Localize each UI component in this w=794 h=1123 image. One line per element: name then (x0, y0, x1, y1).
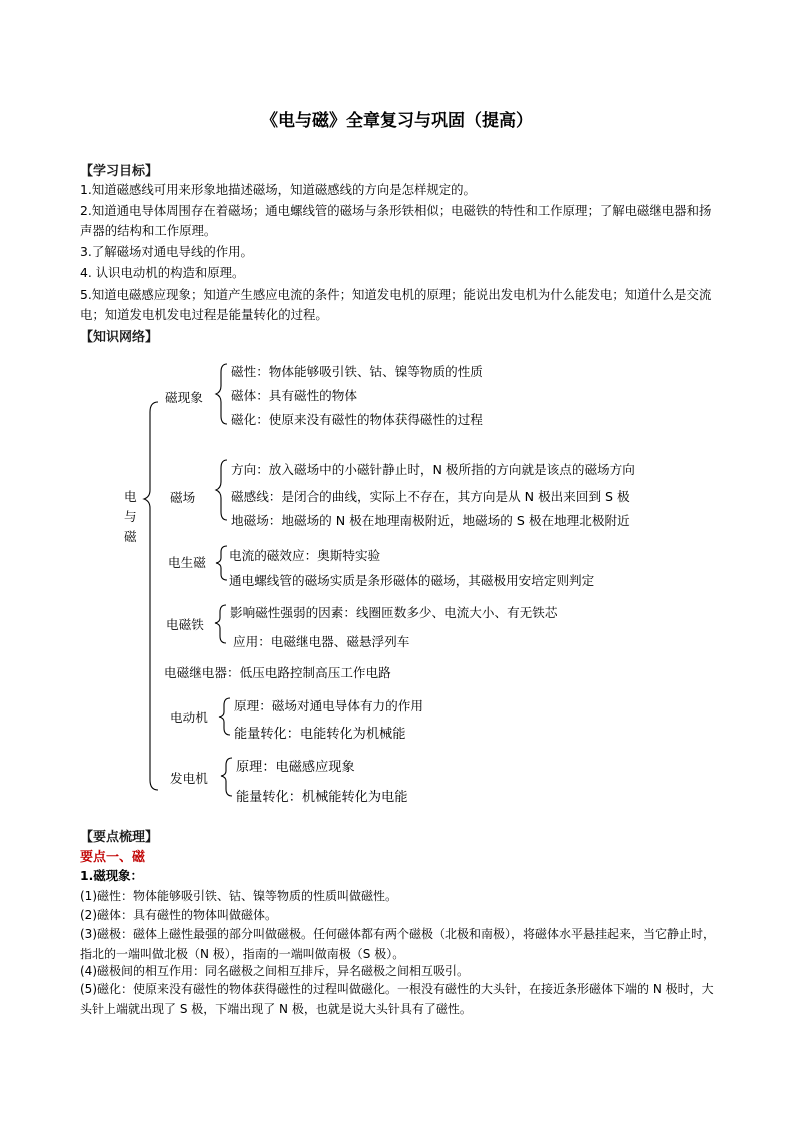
group-item: 能量转化：电能转化为机械能 (234, 727, 406, 742)
goal-item-2: 2.知道通电导体周围存在着磁场；通电螺线管的磁场与条形铁相似；电磁铁的特性和工作原理；了解电磁继电器和扬声器的结构和工作原理。 (80, 203, 712, 238)
group-item: 通电螺线管的磁场实质是条形磁体的磁场，其磁极用安培定则判定 (229, 573, 595, 588)
group-label-magnetism: 磁现象 (165, 390, 203, 405)
group-item: 磁感线：是闭合的曲线，实际上不存在，其方向是从 N 极出来回到 S 极 (231, 489, 630, 504)
goal-item-3: 3.了解磁场对通电导线的作用。 (80, 244, 253, 259)
root-char-2: 与 (124, 509, 137, 524)
goal-item-1: 1.知道磁感线可用来形象地描述磁场，知道磁感线的方向是怎样规定的。 (80, 182, 476, 197)
group-label-motor: 电动机 (170, 710, 208, 725)
goals-heading: 【学习目标】 (80, 164, 159, 179)
group-item: 电流的磁效应：奥斯特实验 (229, 548, 381, 563)
point-item-3: (3)磁极：磁体上磁性最强的部分叫做磁极。任何磁体都有两个磁极（北极和南极），将磁体水平悬挂起来，当它静止时，指北的一端叫做北极（N 极），指南的一端叫做南极（S 极）。 (80, 927, 716, 961)
group-item: 磁体：具有磁性的物体 (231, 388, 357, 403)
network-heading: 【知识网络】 (80, 330, 159, 345)
group-item: 能量转化：机械能转化为电能 (236, 790, 408, 805)
point-item-5: (5)磁化：使原来没有磁性的物体获得磁性的过程叫做磁化。一根没有磁性的大头针，在接近条形磁体下端的 N 极时，大头针上端就出现了 S 极，下端出现了 N 极，也就是说大头针具有了磁性。 (80, 982, 714, 1016)
group-label-generator: 发电机 (170, 771, 208, 786)
group-label-electromagnet: 电磁铁 (166, 617, 204, 632)
point-subsection: 1.磁现象： (80, 868, 143, 883)
group-label-relay: 电磁继电器：低压电路控制高压工作电路 (164, 665, 391, 680)
point-subheading: 要点一、磁 (80, 850, 146, 865)
group-item: 应用：电磁继电器、磁悬浮列车 (233, 634, 410, 649)
group-label-field: 磁场 (170, 490, 196, 505)
goal-item-4: 4. 认识电动机的构造和原理。 (80, 265, 245, 280)
group-label-electromagnetism: 电生磁 (168, 555, 206, 570)
group-item: 原理：电磁感应现象 (236, 760, 355, 775)
goal-item-5: 5.知道电磁感应现象；知道产生感应电流的条件；知道发电机的原理；能说出发电机为什么能发电；知道什么是交流电；知道发电机发电过程是能量转化的过程。 (80, 287, 712, 322)
root-char-3: 磁 (124, 529, 137, 544)
group-item: 影响磁性强弱的因素：线圈匝数多少、电流大小、有无铁芯 (230, 605, 558, 620)
points-heading: 【要点梳理】 (80, 830, 159, 845)
point-item-2: (2)磁体：具有磁性的物体叫做磁体。 (80, 908, 277, 922)
point-item-1: (1)磁性：物体能够吸引铁、钴、镍等物质的性质叫做磁性。 (80, 889, 398, 903)
group-item: 磁化：使原来没有磁性的物体获得磁性的过程 (231, 412, 483, 427)
point-item-4: (4)磁极间的相互作用：同名磁极之间相互排斥，异名磁极之间相互吸引。 (80, 964, 470, 978)
root-char-1: 电 (124, 489, 137, 504)
group-item: 地磁场：地磁场的 N 极在地理南极附近，地磁场的 S 极在地理北极附近 (231, 513, 630, 528)
page-title: 《电与磁》全章复习与巩固（提高） (261, 111, 533, 131)
group-item: 方向：放入磁场中的小磁针静止时，N 极所指的方向就是该点的磁场方向 (231, 462, 635, 477)
group-item: 原理：磁场对通电导体有力的作用 (234, 698, 423, 713)
group-item: 磁性：物体能够吸引铁、钴、镍等物质的性质 (231, 364, 483, 379)
